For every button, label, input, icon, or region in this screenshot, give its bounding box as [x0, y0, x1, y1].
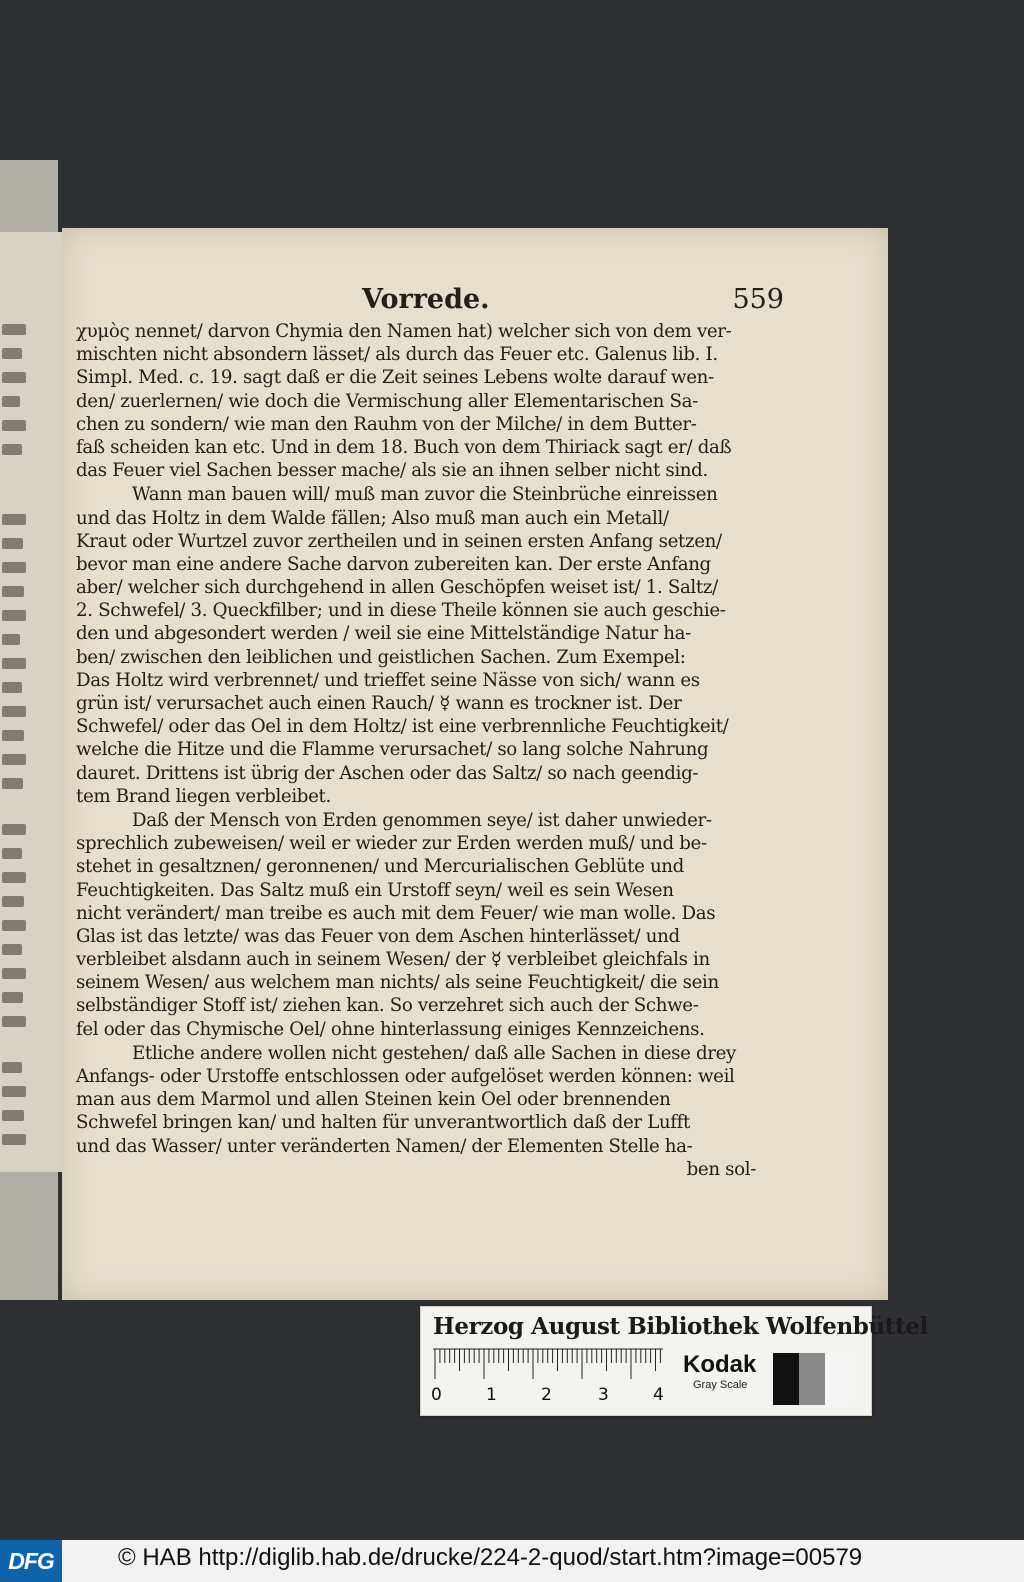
prev-page-fragment — [2, 730, 24, 741]
prev-page-fragment — [2, 920, 26, 931]
prev-page-fragment — [2, 348, 22, 359]
text-line: Schwefel/ oder das Oel in dem Holtz/ ist eine verbrennliche Feuchtigkeit/ — [76, 716, 729, 738]
text-line: tem Brand liegen verbleibet. — [76, 785, 331, 807]
text-line: chen zu sondern/ wie man den Rauhm von der Milche/ in dem Butter- — [76, 413, 697, 435]
text-line: mischten nicht absondern lässet/ als durch das Feuer etc. Galenus lib. I. — [76, 344, 718, 366]
text-line: Glas ist das letzte/ was das Feuer von dem Aschen hinterlässet/ und — [76, 925, 680, 947]
kodak-brand: Kodak — [683, 1351, 757, 1378]
prev-page-fragment — [2, 968, 26, 979]
gray-swatch-black — [773, 1353, 799, 1405]
prev-page-fragment — [2, 586, 24, 597]
text-line: nicht verändert/ man treibe es auch mit dem Feuer/ wie man wolle. Das — [76, 902, 716, 924]
prev-page-fragment — [2, 420, 26, 431]
prev-page-fragment — [2, 1016, 26, 1027]
prev-page-fragment — [2, 1110, 24, 1121]
book-page — [62, 228, 888, 1300]
text-line: verbleibet alsdann auch in seinem Wesen/ der ☿ verbleibet gleichfals in — [76, 949, 710, 971]
text-line: den/ zuerlernen/ wie doch die Vermischung aller Elementarischen Sa- — [76, 390, 698, 412]
text-line: man aus dem Marmol und allen Steinen kein Oel oder brennenden — [76, 1089, 671, 1111]
prev-page-fragment — [2, 896, 24, 907]
text-line: Etliche andere wollen nicht gestehen/ daß alle Sachen in diese drey — [132, 1042, 736, 1064]
text-line: ben/ zwischen den leiblichen und geistlichen Sachen. Zum Exempel: — [76, 646, 686, 668]
prev-page-fragment — [2, 610, 26, 621]
prev-page-fragment — [2, 372, 26, 383]
page-number: 559 — [732, 284, 784, 315]
prev-page-fragment — [2, 396, 20, 407]
ruler-number: 0 — [431, 1385, 442, 1405]
ruler-number: 4 — [653, 1385, 664, 1405]
prev-page-fragment — [2, 538, 23, 549]
dfg-logo: DFG — [0, 1540, 62, 1582]
text-line: faß scheiden kan etc. Und in dem 18. Buch von dem Thiriack sagt er/ daß — [76, 436, 732, 458]
prev-page-fragment — [2, 824, 26, 835]
prev-page-fragment — [2, 848, 22, 859]
prev-page-fragment — [2, 562, 26, 573]
text-line: Daß der Mensch von Erden genommen seye/ ist daher unwieder- — [132, 809, 712, 831]
text-line: den und abgesondert werden / weil sie eine Mittelständige Natur ha- — [76, 623, 691, 645]
ruler-number: 1 — [486, 1385, 497, 1405]
prev-page-fragment — [2, 682, 22, 693]
text-line: seinem Wesen/ aus welchem man nichts/ als seine Feuchtigkeit/ die sein — [76, 972, 719, 994]
text-line: aber/ welcher sich durchgehend in allen Geschöpfen weiset ist/ 1. Saltz/ — [76, 577, 718, 599]
text-line: Schwefel bringen kan/ und halten für unverantwortlich daß der Lufft — [76, 1112, 691, 1134]
text-line: und das Holtz in dem Walde fällen; Also muß man auch ein Metall/ — [76, 507, 669, 529]
text-line: Feuchtigkeiten. Das Saltz muß ein Urstoff seyn/ weil es sein Wesen — [76, 879, 674, 901]
prev-page-fragment — [2, 1062, 22, 1073]
prev-page-fragment — [2, 754, 26, 765]
gray-swatch-mid — [799, 1353, 825, 1405]
page-body — [76, 320, 776, 1181]
text-line: Das Holtz wird verbrennet/ und trieffet seine Nässe von sich/ wann es — [76, 669, 700, 691]
gray-swatch-white — [825, 1353, 851, 1405]
prev-page-fragment — [2, 444, 22, 455]
prev-page-fragment — [2, 706, 26, 717]
prev-page-fragment — [2, 324, 26, 335]
footer-bar — [0, 1540, 1024, 1582]
gray-scale-label: Gray Scale — [693, 1379, 748, 1391]
text-line: bevor man eine andere Sache darvon zubereiten kan. Der erste Anfang — [76, 553, 711, 575]
prev-page-fragment — [2, 658, 26, 669]
prev-page-fragment — [2, 634, 20, 645]
color-calibration-card — [420, 1306, 928, 1416]
text-line: welche die Hitze und die Flamme verursachet/ so lang solche Nahrung — [76, 739, 709, 761]
text-line: 2. Schwefel/ 3. Queckfilber; und in diese Theile können sie auch geschie- — [76, 600, 726, 622]
text-line: Anfangs- oder Urstoffe entschlossen oder aufgelöset werden können: weil — [76, 1066, 735, 1087]
running-head: Vorrede. — [362, 284, 490, 315]
prev-page-fragment — [2, 944, 22, 955]
prev-page-fragment — [2, 992, 23, 1003]
previous-page-edge — [0, 232, 62, 1172]
ruler-scale — [427, 1385, 677, 1407]
library-name: Herzog August Bibliothek Wolfenbüttel — [433, 1313, 928, 1340]
text-line: Kraut oder Wurtzel zuvor zertheilen und in seinen ersten Anfang setzen/ — [76, 530, 722, 552]
text-line: grün ist/ verursachet auch einen Rauch/ ☿ wann es trockner ist. Der — [76, 693, 682, 714]
text-line: das Feuer viel Sachen besser mache/ als sie an ihnen selber nicht sind. — [76, 460, 708, 482]
prev-page-fragment — [2, 872, 26, 883]
prev-page-fragment — [2, 1086, 26, 1097]
text-line: stehet in gesaltznen/ geronnenen/ und Mercurialischen Geblüte und — [76, 856, 684, 878]
text-line: fel oder das Chymische Oel/ ohne hinterlassung einiges Kennzeichens. — [76, 1018, 705, 1040]
text-line: Simpl. Med. c. 19. sagt daß er die Zeit seines Lebens wolte darauf wen- — [76, 367, 714, 389]
copyright-url[interactable]: © HAB http://diglib.hab.de/drucke/224-2-quod/start.htm?image=00579 — [118, 1544, 863, 1571]
text-line: und das Wasser/ unter veränderten Namen/ der Elementen Stelle ha- — [76, 1135, 693, 1157]
ruler-number: 3 — [598, 1385, 609, 1405]
text-line: selbständiger Stoff ist/ ziehen kan. So verzehret sich auch der Schwe- — [76, 995, 699, 1017]
prev-page-fragment — [2, 514, 26, 525]
text-line: sprechlich zubeweisen/ weil er wieder zur Erden werden muß/ und be- — [76, 833, 707, 855]
catchword: ben sol- — [686, 1158, 756, 1180]
ruler-number: 2 — [541, 1385, 552, 1405]
text-line: χυμὸς nennet/ darvon Chymia den Namen hat) welcher sich von dem ver- — [76, 321, 732, 342]
ruler — [433, 1347, 663, 1383]
text-line: Wann man bauen will/ muß man zuvor die Steinbrüche einreissen — [132, 484, 718, 506]
text-line: dauret. Drittens ist übrig der Aschen oder das Saltz/ so nach geendig- — [76, 762, 699, 784]
prev-page-fragment — [2, 1134, 26, 1145]
prev-page-fragment — [2, 778, 23, 789]
